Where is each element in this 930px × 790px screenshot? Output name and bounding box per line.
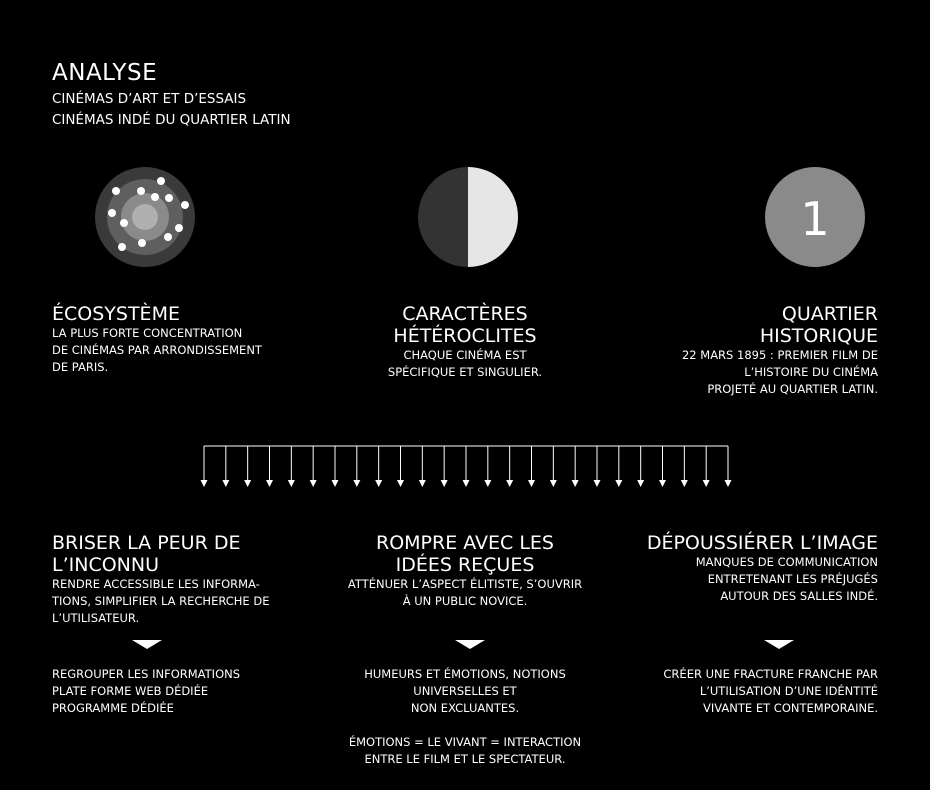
- arrow-down-icon: [615, 446, 622, 487]
- goal-text: [647, 554, 878, 605]
- arrow-down-icon: [375, 446, 382, 487]
- triangle-down-icon: [455, 640, 485, 650]
- goal-depoussierer: [647, 532, 878, 605]
- pillar-text-line: 22 MARS 1895 : PREMIER FILM DE: [681, 348, 878, 362]
- goal-text-line: ATTÉNUER L’ASPECT ÉLITISTE, S’OUVRIR: [347, 577, 583, 591]
- goal-result: [315, 666, 615, 768]
- arrow-down-icon: [681, 446, 688, 487]
- goal-result-line: REGROUPER LES INFORMATIONS: [52, 667, 241, 681]
- pillar-text-line: PROJETÉ AU QUARTIER LATIN.: [707, 382, 878, 396]
- arrow-down-icon: [528, 446, 535, 487]
- goal-rompre: [315, 532, 615, 610]
- goal-text-line: L’UTILISATEUR.: [52, 611, 140, 625]
- arrow-down-icon: [725, 446, 732, 487]
- arrow-down-icon: [419, 446, 426, 487]
- page-subtitle-1: CINÉMAS D’ART ET D’ESSAIS: [52, 91, 247, 107]
- goal-title: [315, 532, 615, 576]
- goal-text-line: À UN PUBLIC NOVICE.: [402, 594, 528, 608]
- pillar-quartier: [682, 303, 878, 398]
- pillar-text-line: SPÉCIFIQUE ET SINGULIER.: [387, 365, 543, 379]
- pillar-text-line: DE PARIS.: [52, 360, 109, 374]
- pillar-text: [315, 347, 615, 381]
- goal-result-line: CRÉER UNE FRACTURE FRANCHE PAR: [663, 667, 878, 681]
- triangle-down-icon: [764, 640, 794, 650]
- pillar-title-line: HÉTÉROCLITES: [393, 325, 537, 347]
- goal-text: [315, 576, 615, 610]
- pillar-text: [682, 347, 878, 398]
- goal-text-line: MANQUES DE COMMUNICATION: [695, 555, 878, 569]
- arrow-down-icon: [463, 446, 470, 487]
- page-subtitle-2: CINÉMAS INDÉ DU QUARTIER LATIN: [52, 112, 291, 128]
- goal-result-line: UNIVERSELLES ET: [413, 684, 517, 698]
- goal-result-spacer: [315, 717, 615, 734]
- goal-result-line: VIVANTE ET CONTEMPORAINE.: [703, 701, 878, 715]
- pillar-ecosysteme: [52, 303, 262, 376]
- goal-result: [52, 666, 240, 717]
- goal-text-line: TIONS, SIMPLIFIER LA RECHERCHE DE: [52, 594, 270, 608]
- goal-title-line: L’INCONNU: [52, 554, 159, 576]
- pillar-text-line: CHAQUE CINÉMA EST: [403, 348, 527, 362]
- arrow-down-icon: [594, 446, 601, 487]
- pillar-title-line: HISTORIQUE: [759, 325, 878, 347]
- pillar-text-line: LA PLUS FORTE CONCENTRATION: [52, 326, 243, 340]
- number-one-label: 1: [800, 192, 830, 246]
- page-title: ANALYSE: [52, 60, 158, 86]
- pillar-text: [52, 325, 262, 376]
- goal-briser: [52, 532, 269, 627]
- goal-title-line: IDÉES REÇUES: [395, 554, 535, 576]
- arrow-down-icon: [550, 446, 557, 487]
- pillar-title: [315, 303, 615, 347]
- triangle-down-icon: [132, 640, 162, 650]
- arrow-down-icon: [484, 446, 491, 487]
- goal-title-line: DÉPOUSSIÉRER L’IMAGE: [646, 532, 878, 554]
- goal-result-line: L’UTILISATION D’UNE IDÉNTITÉ: [699, 684, 878, 698]
- goal-text: [52, 576, 269, 627]
- arrow-down-icon: [310, 446, 317, 487]
- goal-result-line: HUMEURS ET ÉMOTIONS, NOTIONS: [364, 667, 566, 681]
- goal-result-line: NON EXCLUANTES.: [410, 701, 520, 715]
- goal-text-line: RENDRE ACCESSIBLE LES INFORMA-: [52, 577, 260, 591]
- concentric-dots-icon: [95, 167, 195, 267]
- goal-result-line: ÉMOTIONS = LE VIVANT = INTERACTION: [348, 735, 582, 749]
- number-one-icon: [765, 167, 865, 267]
- pillar-title-line: ÉCOSYSTÈME: [52, 303, 180, 325]
- pillar-caracteres: [315, 303, 615, 381]
- goal-result-line: ENTRE LE FILM ET LE SPECTATEUR.: [364, 752, 566, 766]
- goal-title-line: BRISER LA PEUR DE: [52, 532, 241, 554]
- pillar-title: [52, 303, 262, 325]
- goal-result: [663, 666, 878, 717]
- goal-result-line: PROGRAMME DÉDIÉE: [52, 701, 174, 715]
- pillar-text-line: L’HISTOIRE DU CINÉMA: [744, 365, 878, 379]
- arrow-down-icon: [332, 446, 339, 487]
- pillar-title-line: QUARTIER: [781, 303, 878, 325]
- arrow-down-icon: [659, 446, 666, 487]
- half-circle-icon: [418, 167, 518, 267]
- goal-title: [647, 532, 878, 554]
- arrow-down-icon: [397, 446, 404, 487]
- goal-title-line: ROMPRE AVEC LES: [376, 532, 554, 554]
- arrow-comb-connector: [0, 440, 930, 492]
- goal-title: [52, 532, 269, 576]
- arrow-down-icon: [266, 446, 273, 487]
- arrow-down-icon: [637, 446, 644, 487]
- arrow-down-icon: [572, 446, 579, 487]
- arrow-down-icon: [244, 446, 251, 487]
- pillar-title-line: CARACTÈRES: [402, 303, 528, 325]
- goal-result-line: PLATE FORME WEB DÉDIÉE: [52, 684, 209, 698]
- arrow-down-icon: [703, 446, 710, 487]
- arrow-down-icon: [201, 446, 208, 487]
- arrow-down-icon: [441, 446, 448, 487]
- arrow-down-icon: [222, 446, 229, 487]
- goal-text-line: AUTOUR DES SALLES INDÉ.: [720, 589, 878, 603]
- arrow-down-icon: [506, 446, 513, 487]
- pillar-text-line: DE CINÉMAS PAR ARRONDISSEMENT: [52, 343, 262, 357]
- goal-text-line: ENTRETENANT LES PRÉJUGÉS: [707, 572, 878, 586]
- pillar-title: [682, 303, 878, 347]
- arrow-down-icon: [288, 446, 295, 487]
- arrow-down-icon: [353, 446, 360, 487]
